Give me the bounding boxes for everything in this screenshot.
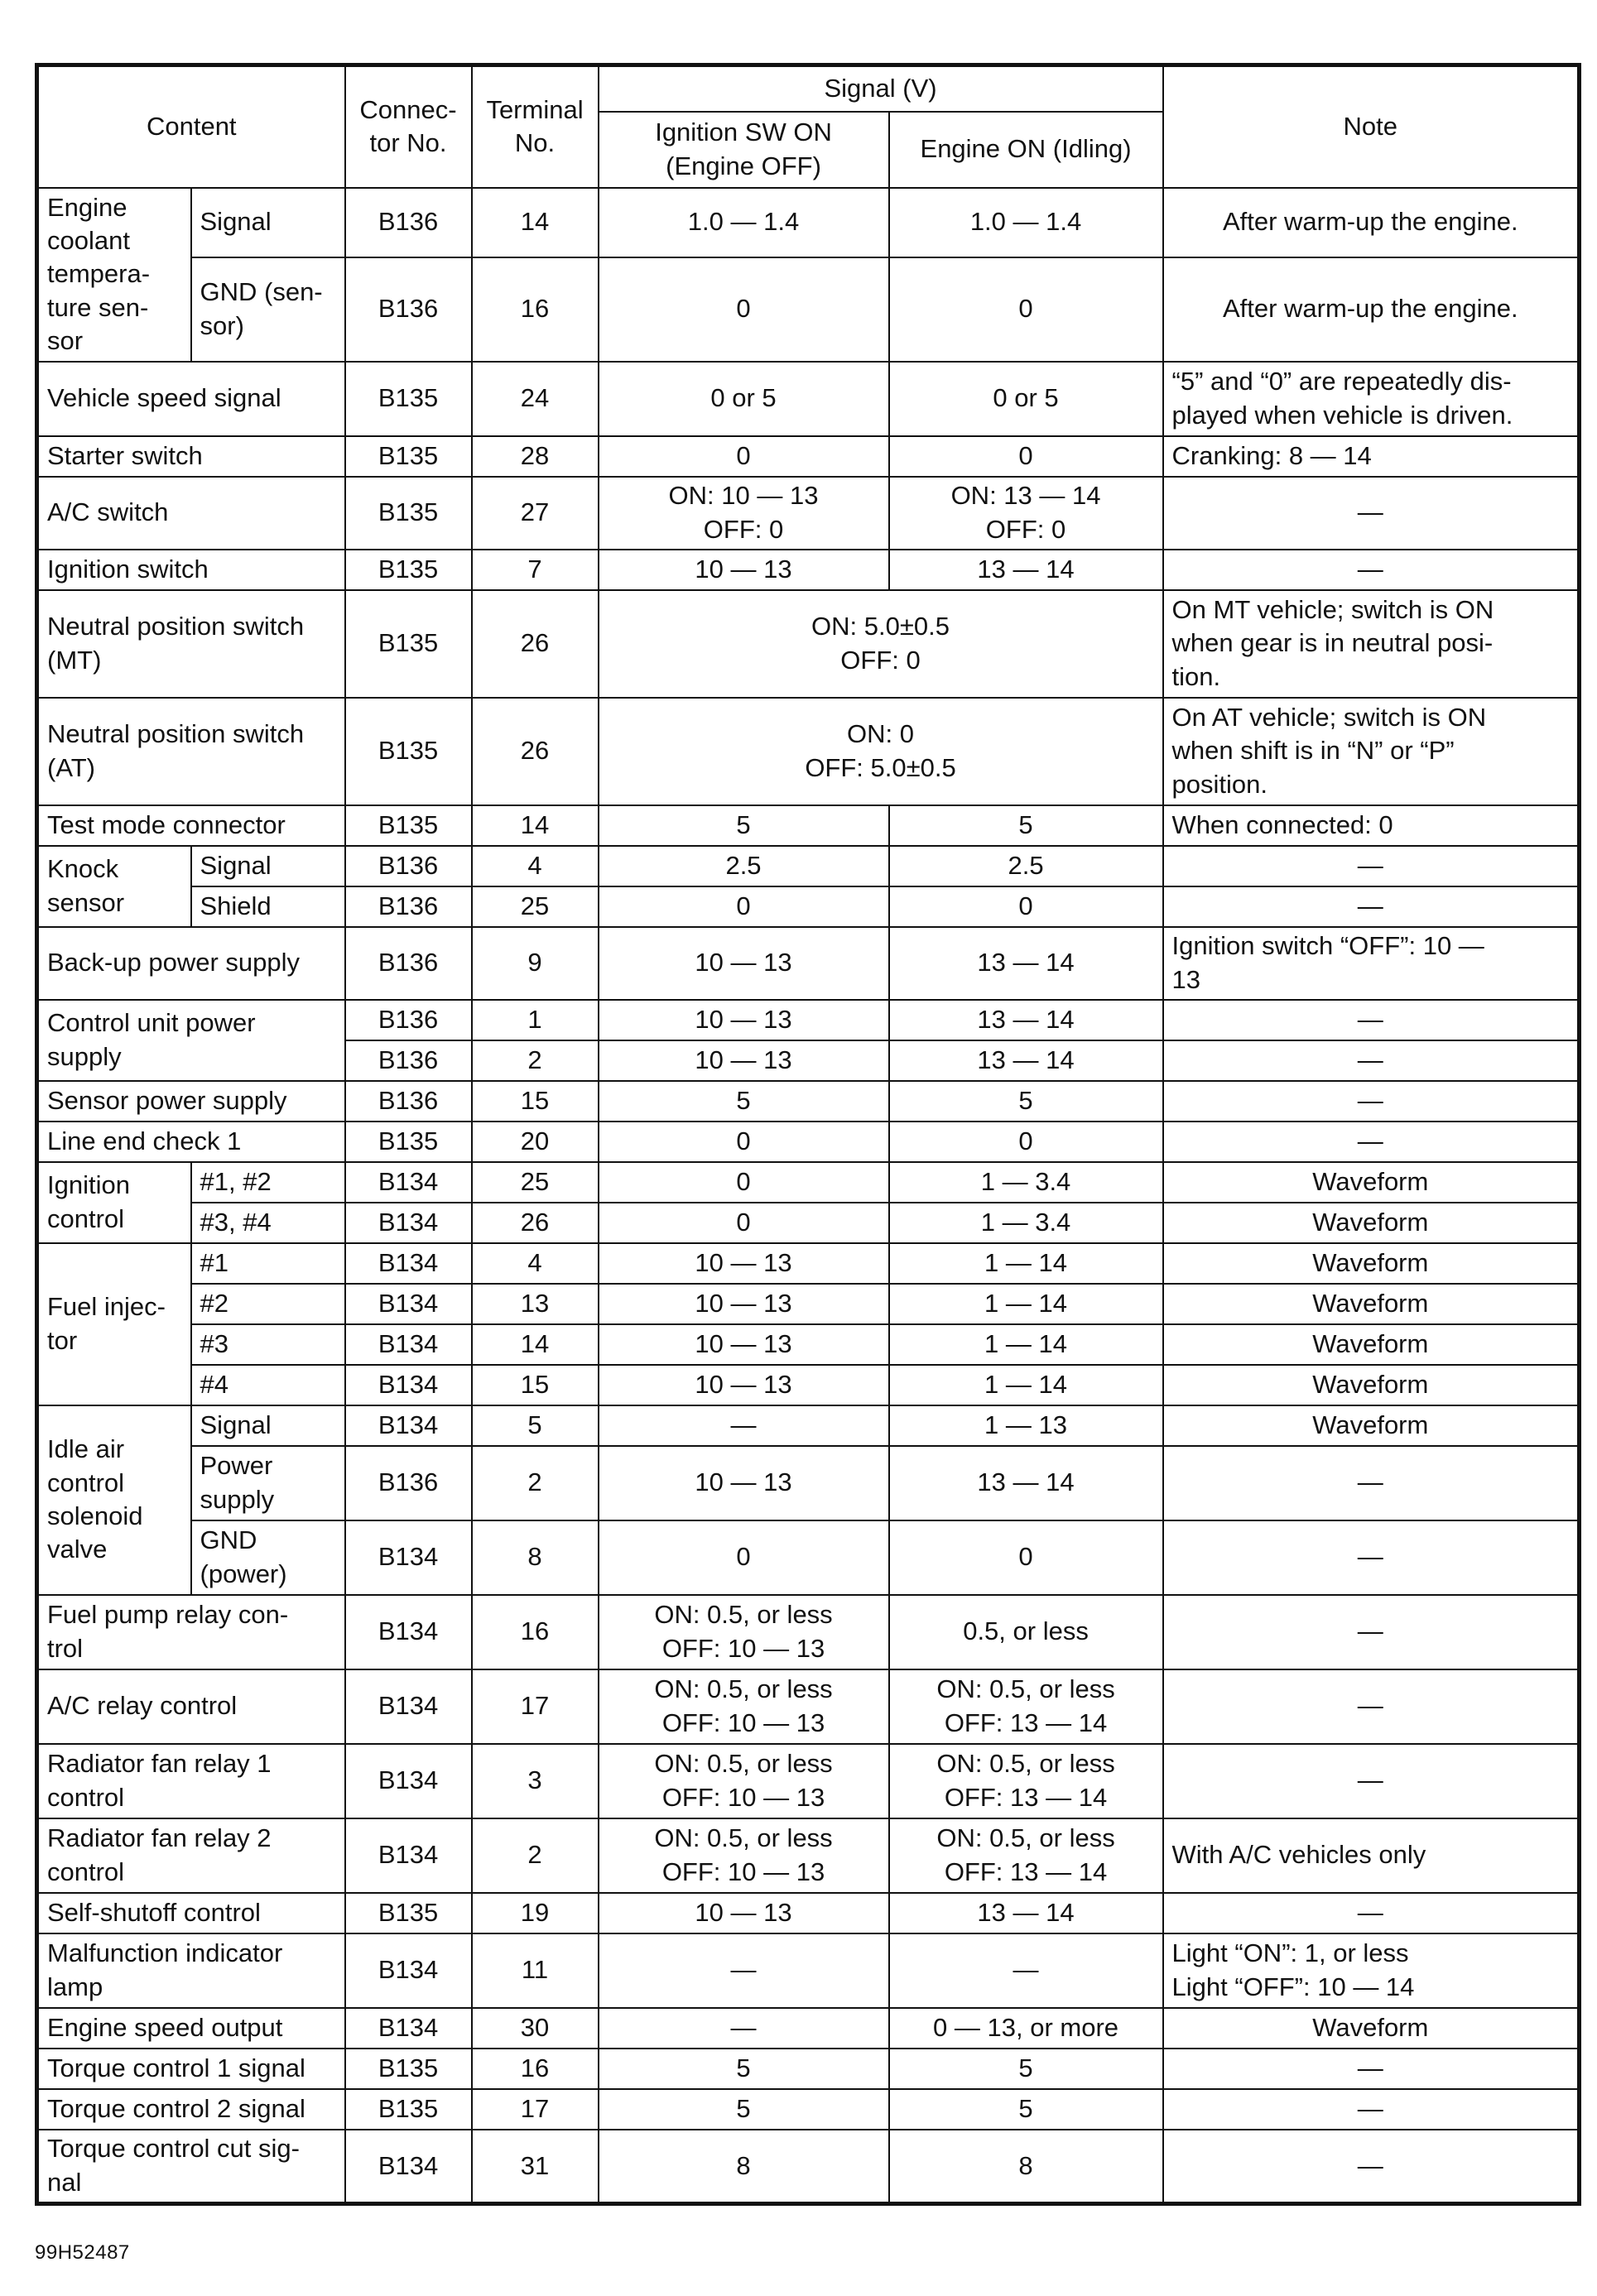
note-cell: — bbox=[1163, 2089, 1580, 2130]
row-sub-label: #3 bbox=[191, 1324, 345, 1365]
connector-cell: B135 bbox=[345, 477, 472, 550]
connector-cell: B136 bbox=[345, 188, 472, 257]
table-row bbox=[37, 1284, 1580, 1324]
connector-cell: B134 bbox=[345, 1595, 472, 1669]
table-row bbox=[37, 805, 1580, 846]
ignition-on-cell: 5 bbox=[599, 2049, 889, 2089]
note-cell: Waveform bbox=[1163, 1162, 1580, 1203]
table-row bbox=[37, 886, 1580, 927]
row-sub-label: Signal bbox=[191, 1405, 345, 1446]
ignition-on-cell: 10 — 13 bbox=[599, 1446, 889, 1520]
note-cell: Waveform bbox=[1163, 1365, 1580, 1405]
header-content: Content bbox=[37, 65, 345, 188]
note-cell: Waveform bbox=[1163, 1203, 1580, 1243]
terminal-cell: 16 bbox=[472, 257, 599, 362]
terminal-cell: 8 bbox=[472, 1520, 599, 1595]
terminal-cell: 2 bbox=[472, 1818, 599, 1893]
table-row bbox=[37, 1520, 1580, 1595]
ignition-on-cell: — bbox=[599, 1933, 889, 2008]
terminal-cell: 25 bbox=[472, 1162, 599, 1203]
engine-on-cell: 13 — 14 bbox=[889, 927, 1163, 1000]
row-sub-label: GND (sen- sor) bbox=[191, 257, 345, 362]
note-cell: — bbox=[1163, 1669, 1580, 1744]
row-label: Control unit power supply bbox=[37, 1000, 345, 1081]
connector-cell: B135 bbox=[345, 362, 472, 436]
row-sub-label: #2 bbox=[191, 1284, 345, 1324]
note-cell: — bbox=[1163, 1595, 1580, 1669]
note-cell: — bbox=[1163, 1040, 1580, 1081]
ignition-on-cell: ON: 0.5, or less OFF: 10 — 13 bbox=[599, 1595, 889, 1669]
ignition-on-cell: 10 — 13 bbox=[599, 550, 889, 590]
terminal-cell: 7 bbox=[472, 550, 599, 590]
terminal-cell: 19 bbox=[472, 1893, 599, 1933]
header-connector: Connec- tor No. bbox=[345, 65, 472, 188]
note-cell: “5” and “0” are repeatedly dis- played when vehicle is driven. bbox=[1163, 362, 1580, 436]
row-label: Vehicle speed signal bbox=[37, 362, 345, 436]
ignition-on-cell: 5 bbox=[599, 1081, 889, 1122]
terminal-cell: 25 bbox=[472, 886, 599, 927]
ignition-on-cell: 0 bbox=[599, 1162, 889, 1203]
connector-cell: B135 bbox=[345, 1893, 472, 1933]
connector-cell: B136 bbox=[345, 1000, 472, 1040]
note-cell: — bbox=[1163, 1744, 1580, 1818]
connector-cell: B136 bbox=[345, 846, 472, 886]
engine-on-cell: 0 bbox=[889, 1122, 1163, 1162]
note-cell: — bbox=[1163, 1893, 1580, 1933]
connector-cell: B136 bbox=[345, 1040, 472, 1081]
ecm-signal-table bbox=[35, 63, 1581, 2206]
terminal-cell: 17 bbox=[472, 1669, 599, 1744]
signal-merged-cell: ON: 5.0±0.5 OFF: 0 bbox=[599, 590, 1163, 698]
engine-on-cell: 13 — 14 bbox=[889, 1040, 1163, 1081]
table-body bbox=[37, 188, 1580, 2204]
connector-cell: B134 bbox=[345, 1162, 472, 1203]
terminal-cell: 27 bbox=[472, 477, 599, 550]
engine-on-cell: 1 — 13 bbox=[889, 1405, 1163, 1446]
terminal-cell: 2 bbox=[472, 1446, 599, 1520]
ignition-on-cell: ON: 10 — 13 OFF: 0 bbox=[599, 477, 889, 550]
note-cell: After warm-up the engine. bbox=[1163, 188, 1580, 257]
ignition-on-cell: 0 bbox=[599, 257, 889, 362]
note-cell: Cranking: 8 — 14 bbox=[1163, 436, 1580, 477]
note-cell: After warm-up the engine. bbox=[1163, 257, 1580, 362]
terminal-cell: 9 bbox=[472, 927, 599, 1000]
connector-cell: B136 bbox=[345, 1081, 472, 1122]
table-row bbox=[37, 1203, 1580, 1243]
row-group-label: Knock sensor bbox=[37, 846, 191, 927]
connector-cell: B134 bbox=[345, 1243, 472, 1284]
note-cell: Ignition switch “OFF”: 10 — 13 bbox=[1163, 927, 1580, 1000]
ignition-on-cell: 10 — 13 bbox=[599, 1324, 889, 1365]
table-row bbox=[37, 1405, 1580, 1446]
note-cell: On AT vehicle; switch is ON when shift is in “N” or “P” position. bbox=[1163, 698, 1580, 805]
note-cell: Waveform bbox=[1163, 1243, 1580, 1284]
terminal-cell: 16 bbox=[472, 1595, 599, 1669]
row-label: Neutral position switch (AT) bbox=[37, 698, 345, 805]
ignition-on-cell: 0 bbox=[599, 886, 889, 927]
terminal-cell: 4 bbox=[472, 1243, 599, 1284]
row-sub-label: Shield bbox=[191, 886, 345, 927]
row-label: Test mode connector bbox=[37, 805, 345, 846]
row-sub-label: Signal bbox=[191, 846, 345, 886]
engine-on-cell: ON: 0.5, or less OFF: 13 — 14 bbox=[889, 1744, 1163, 1818]
table-row bbox=[37, 477, 1580, 550]
ignition-on-cell: 1.0 — 1.4 bbox=[599, 188, 889, 257]
header-ignition-on: Ignition SW ON (Engine OFF) bbox=[599, 112, 889, 188]
connector-cell: B135 bbox=[345, 2089, 472, 2130]
connector-cell: B134 bbox=[345, 1520, 472, 1595]
ignition-on-cell: 8 bbox=[599, 2130, 889, 2204]
connector-cell: B135 bbox=[345, 698, 472, 805]
note-cell: With A/C vehicles only bbox=[1163, 1818, 1580, 1893]
row-label: Sensor power supply bbox=[37, 1081, 345, 1122]
connector-cell: B135 bbox=[345, 590, 472, 698]
table-row bbox=[37, 1243, 1580, 1284]
engine-on-cell: 0 or 5 bbox=[889, 362, 1163, 436]
terminal-cell: 26 bbox=[472, 698, 599, 805]
terminal-cell: 20 bbox=[472, 1122, 599, 1162]
connector-cell: B135 bbox=[345, 1122, 472, 1162]
terminal-cell: 24 bbox=[472, 362, 599, 436]
ignition-on-cell: ON: 0.5, or less OFF: 10 — 13 bbox=[599, 1818, 889, 1893]
note-cell: Waveform bbox=[1163, 2008, 1580, 2049]
connector-cell: B135 bbox=[345, 436, 472, 477]
table-row bbox=[37, 362, 1580, 436]
note-cell: On MT vehicle; switch is ON when gear is in neutral posi- tion. bbox=[1163, 590, 1580, 698]
engine-on-cell: ON: 13 — 14 OFF: 0 bbox=[889, 477, 1163, 550]
ignition-on-cell: ON: 0.5, or less OFF: 10 — 13 bbox=[599, 1744, 889, 1818]
table-row bbox=[37, 698, 1580, 805]
table-row bbox=[37, 436, 1580, 477]
ignition-on-cell: 10 — 13 bbox=[599, 1243, 889, 1284]
engine-on-cell: 0 — 13, or more bbox=[889, 2008, 1163, 2049]
engine-on-cell: 1 — 3.4 bbox=[889, 1203, 1163, 1243]
row-group-label: Idle air control solenoid valve bbox=[37, 1405, 191, 1595]
table-row bbox=[37, 1595, 1580, 1669]
ignition-on-cell: 10 — 13 bbox=[599, 1284, 889, 1324]
row-sub-label: Signal bbox=[191, 188, 345, 257]
engine-on-cell: 1 — 14 bbox=[889, 1284, 1163, 1324]
engine-on-cell: 0 bbox=[889, 436, 1163, 477]
terminal-cell: 16 bbox=[472, 2049, 599, 2089]
table-row bbox=[37, 1669, 1580, 1744]
terminal-cell: 14 bbox=[472, 188, 599, 257]
row-label: A/C relay control bbox=[37, 1669, 345, 1744]
engine-on-cell: 2.5 bbox=[889, 846, 1163, 886]
engine-on-cell: 13 — 14 bbox=[889, 1000, 1163, 1040]
terminal-cell: 30 bbox=[472, 2008, 599, 2049]
table-row bbox=[37, 1162, 1580, 1203]
ignition-on-cell: 5 bbox=[599, 2089, 889, 2130]
signal-table-sheet bbox=[35, 63, 1577, 2206]
engine-on-cell: 1 — 14 bbox=[889, 1365, 1163, 1405]
row-label: Line end check 1 bbox=[37, 1122, 345, 1162]
connector-cell: B135 bbox=[345, 2049, 472, 2089]
note-cell: Waveform bbox=[1163, 1284, 1580, 1324]
terminal-cell: 26 bbox=[472, 590, 599, 698]
row-label: Torque control cut sig- nal bbox=[37, 2130, 345, 2204]
table-row bbox=[37, 2049, 1580, 2089]
connector-cell: B134 bbox=[345, 1933, 472, 2008]
engine-on-cell: ON: 0.5, or less OFF: 13 — 14 bbox=[889, 1669, 1163, 1744]
row-group-label: Engine coolant tempera- ture sen- sor bbox=[37, 188, 191, 362]
terminal-cell: 13 bbox=[472, 1284, 599, 1324]
terminal-cell: 28 bbox=[472, 436, 599, 477]
row-group-label: Ignition control bbox=[37, 1162, 191, 1243]
row-sub-label: GND (power) bbox=[191, 1520, 345, 1595]
row-label: Fuel pump relay con- trol bbox=[37, 1595, 345, 1669]
row-sub-label: #1, #2 bbox=[191, 1162, 345, 1203]
table-row bbox=[37, 1324, 1580, 1365]
ignition-on-cell: 5 bbox=[599, 805, 889, 846]
engine-on-cell: 1.0 — 1.4 bbox=[889, 188, 1163, 257]
row-label: Starter switch bbox=[37, 436, 345, 477]
ignition-on-cell: — bbox=[599, 2008, 889, 2049]
ignition-on-cell: 0 bbox=[599, 436, 889, 477]
terminal-cell: 5 bbox=[472, 1405, 599, 1446]
connector-cell: B135 bbox=[345, 550, 472, 590]
table-row bbox=[37, 590, 1580, 698]
connector-cell: B136 bbox=[345, 927, 472, 1000]
row-sub-label: #4 bbox=[191, 1365, 345, 1405]
note-cell: When connected: 0 bbox=[1163, 805, 1580, 846]
table-row bbox=[37, 2089, 1580, 2130]
note-cell: — bbox=[1163, 846, 1580, 886]
table-row bbox=[37, 257, 1580, 362]
note-cell: Waveform bbox=[1163, 1324, 1580, 1365]
terminal-cell: 3 bbox=[472, 1744, 599, 1818]
engine-on-cell: 0 bbox=[889, 257, 1163, 362]
note-cell: — bbox=[1163, 477, 1580, 550]
ignition-on-cell: 10 — 13 bbox=[599, 1040, 889, 1081]
ignition-on-cell: 0 bbox=[599, 1203, 889, 1243]
connector-cell: B134 bbox=[345, 2008, 472, 2049]
row-label: Torque control 1 signal bbox=[37, 2049, 345, 2089]
engine-on-cell: 1 — 14 bbox=[889, 1243, 1163, 1284]
connector-cell: B134 bbox=[345, 1405, 472, 1446]
note-cell: — bbox=[1163, 1446, 1580, 1520]
row-label: Radiator fan relay 1 control bbox=[37, 1744, 345, 1818]
row-label: Neutral position switch (MT) bbox=[37, 590, 345, 698]
engine-on-cell: 5 bbox=[889, 805, 1163, 846]
note-cell: — bbox=[1163, 886, 1580, 927]
connector-cell: B134 bbox=[345, 1669, 472, 1744]
connector-cell: B135 bbox=[345, 805, 472, 846]
table-row bbox=[37, 1081, 1580, 1122]
row-sub-label: #3, #4 bbox=[191, 1203, 345, 1243]
connector-cell: B134 bbox=[345, 1744, 472, 1818]
table-row bbox=[37, 927, 1580, 1000]
connector-cell: B136 bbox=[345, 1446, 472, 1520]
header-terminal: Terminal No. bbox=[472, 65, 599, 188]
table-row bbox=[37, 1893, 1580, 1933]
row-sub-label: Power supply bbox=[191, 1446, 345, 1520]
header-engine-on: Engine ON (Idling) bbox=[889, 112, 1163, 188]
row-label: Back-up power supply bbox=[37, 927, 345, 1000]
row-sub-label: #1 bbox=[191, 1243, 345, 1284]
note-cell: — bbox=[1163, 1122, 1580, 1162]
note-cell: — bbox=[1163, 1081, 1580, 1122]
ignition-on-cell: 10 — 13 bbox=[599, 1365, 889, 1405]
engine-on-cell: ON: 0.5, or less OFF: 13 — 14 bbox=[889, 1818, 1163, 1893]
note-cell: Light “ON”: 1, or less Light “OFF”: 10 — 14 bbox=[1163, 1933, 1580, 2008]
note-cell: — bbox=[1163, 2130, 1580, 2204]
terminal-cell: 1 bbox=[472, 1000, 599, 1040]
engine-on-cell: 13 — 14 bbox=[889, 550, 1163, 590]
table-row bbox=[37, 1744, 1580, 1818]
table-row bbox=[37, 846, 1580, 886]
ignition-on-cell: — bbox=[599, 1405, 889, 1446]
engine-on-cell: 13 — 14 bbox=[889, 1446, 1163, 1520]
ignition-on-cell: 0 or 5 bbox=[599, 362, 889, 436]
figure-id: 99H52487 bbox=[35, 2241, 130, 2264]
table-row bbox=[37, 1818, 1580, 1893]
header-signal: Signal (V) bbox=[599, 65, 1163, 112]
engine-on-cell: — bbox=[889, 1933, 1163, 2008]
terminal-cell: 17 bbox=[472, 2089, 599, 2130]
ignition-on-cell: 10 — 13 bbox=[599, 1000, 889, 1040]
terminal-cell: 15 bbox=[472, 1365, 599, 1405]
table-row bbox=[37, 1446, 1580, 1520]
signal-merged-cell: ON: 0 OFF: 5.0±0.5 bbox=[599, 698, 1163, 805]
table-row bbox=[37, 2008, 1580, 2049]
ignition-on-cell: ON: 0.5, or less OFF: 10 — 13 bbox=[599, 1669, 889, 1744]
engine-on-cell: 0 bbox=[889, 886, 1163, 927]
engine-on-cell: 1 — 14 bbox=[889, 1324, 1163, 1365]
row-label: Malfunction indicator lamp bbox=[37, 1933, 345, 2008]
note-cell: Waveform bbox=[1163, 1405, 1580, 1446]
connector-cell: B134 bbox=[345, 2130, 472, 2204]
terminal-cell: 14 bbox=[472, 805, 599, 846]
header-note: Note bbox=[1163, 65, 1580, 188]
terminal-cell: 31 bbox=[472, 2130, 599, 2204]
ignition-on-cell: 2.5 bbox=[599, 846, 889, 886]
connector-cell: B134 bbox=[345, 1818, 472, 1893]
table-row bbox=[37, 1122, 1580, 1162]
connector-cell: B136 bbox=[345, 886, 472, 927]
engine-on-cell: 5 bbox=[889, 2049, 1163, 2089]
table-row bbox=[37, 1933, 1580, 2008]
connector-cell: B134 bbox=[345, 1365, 472, 1405]
engine-on-cell: 5 bbox=[889, 1081, 1163, 1122]
table-row bbox=[37, 2130, 1580, 2204]
row-label: Radiator fan relay 2 control bbox=[37, 1818, 345, 1893]
terminal-cell: 26 bbox=[472, 1203, 599, 1243]
ignition-on-cell: 0 bbox=[599, 1520, 889, 1595]
engine-on-cell: 13 — 14 bbox=[889, 1893, 1163, 1933]
terminal-cell: 4 bbox=[472, 846, 599, 886]
terminal-cell: 2 bbox=[472, 1040, 599, 1081]
connector-cell: B136 bbox=[345, 257, 472, 362]
table-row bbox=[37, 188, 1580, 257]
row-label: Self-shutoff control bbox=[37, 1893, 345, 1933]
engine-on-cell: 5 bbox=[889, 2089, 1163, 2130]
note-cell: — bbox=[1163, 1520, 1580, 1595]
row-label: Torque control 2 signal bbox=[37, 2089, 345, 2130]
table-row bbox=[37, 1365, 1580, 1405]
terminal-cell: 11 bbox=[472, 1933, 599, 2008]
connector-cell: B134 bbox=[345, 1284, 472, 1324]
table-row bbox=[37, 1000, 1580, 1040]
ignition-on-cell: 10 — 13 bbox=[599, 1893, 889, 1933]
terminal-cell: 14 bbox=[472, 1324, 599, 1365]
connector-cell: B134 bbox=[345, 1324, 472, 1365]
engine-on-cell: 1 — 3.4 bbox=[889, 1162, 1163, 1203]
row-label: Engine speed output bbox=[37, 2008, 345, 2049]
connector-cell: B134 bbox=[345, 1203, 472, 1243]
note-cell: — bbox=[1163, 1000, 1580, 1040]
ignition-on-cell: 0 bbox=[599, 1122, 889, 1162]
row-label: Ignition switch bbox=[37, 550, 345, 590]
note-cell: — bbox=[1163, 550, 1580, 590]
terminal-cell: 15 bbox=[472, 1081, 599, 1122]
note-cell: — bbox=[1163, 2049, 1580, 2089]
row-label: A/C switch bbox=[37, 477, 345, 550]
ignition-on-cell: 10 — 13 bbox=[599, 927, 889, 1000]
engine-on-cell: 0 bbox=[889, 1520, 1163, 1595]
row-group-label: Fuel injec- tor bbox=[37, 1243, 191, 1405]
engine-on-cell: 0.5, or less bbox=[889, 1595, 1163, 1669]
table-row bbox=[37, 550, 1580, 590]
engine-on-cell: 8 bbox=[889, 2130, 1163, 2204]
